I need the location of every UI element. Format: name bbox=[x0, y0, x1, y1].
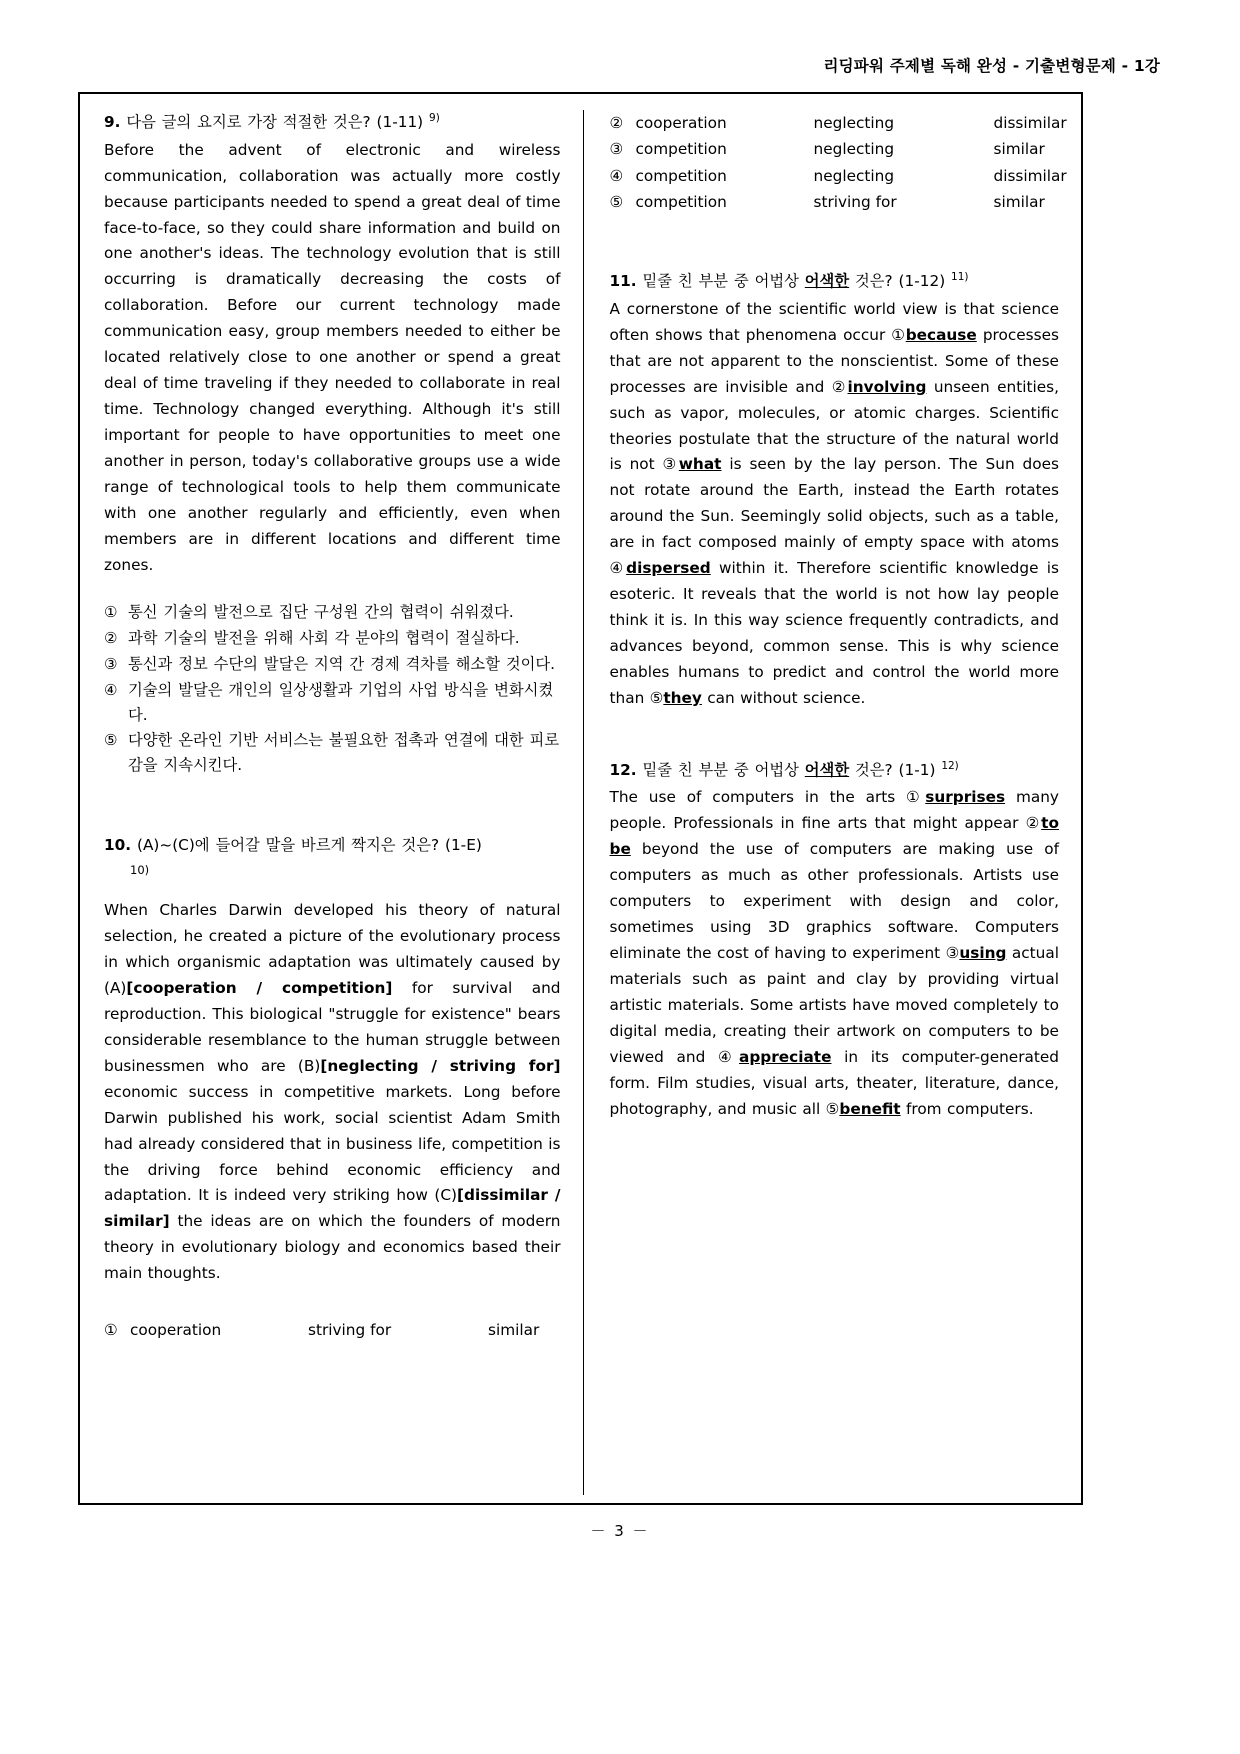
question-9-choice-5[interactable] bbox=[104, 728, 561, 778]
question-9-number: 9. bbox=[104, 113, 121, 131]
q12-underlined-5[interactable]: benefit bbox=[839, 1099, 901, 1118]
answer-marker-1: ① bbox=[104, 1321, 118, 1340]
spacer-before-q10-answers bbox=[104, 1287, 561, 1317]
question-10-answer-row-2[interactable] bbox=[609, 110, 1067, 136]
q10-blank-b: [neglecting / striving for] bbox=[320, 1056, 561, 1075]
question-11-prompt-emphasis: 어색한 bbox=[804, 272, 850, 291]
answer-3-col-c: similar bbox=[993, 140, 1045, 159]
left-column bbox=[78, 110, 583, 1495]
q11-seg-6: can without science. bbox=[701, 688, 866, 707]
q12-seg-3: beyond the use of computers are making use of computers as much as other professionals. Artists use computers to experiment with design and color, sometimes using 3D graphics software. Computers eliminate the cost of having to experiment bbox=[609, 840, 1059, 962]
question-10-prompt: (A)~(C)에 들어갈 말을 바르게 짝지은 것은? (1-E) bbox=[131, 835, 482, 854]
choice-text-1: 통신 기술의 발전으로 집단 구성원 간의 협력이 쉬워졌다. bbox=[128, 603, 514, 622]
answer-3-col-a: competition bbox=[635, 140, 727, 159]
q12-seg-6: from computers. bbox=[900, 1099, 1034, 1118]
question-11-prompt-b: 것은? (1-12) bbox=[849, 272, 952, 291]
choice-marker-3: ③ bbox=[104, 654, 118, 673]
q12-seg-2: many people. Professionals in fine arts that might appear bbox=[609, 788, 1059, 833]
answer-3-col-b: neglecting bbox=[813, 140, 895, 159]
right-column bbox=[583, 110, 1083, 1495]
q12-underlined-4[interactable]: appreciate bbox=[739, 1047, 832, 1066]
question-9-passage: Before the advent of electronic and wireless communication, collaboration was actually more costly because participants needed to spend a great deal of time face-to-face, so they could share information and build on one another's ideas. The technology evolution that is still occurring is dramatically decreasing the costs of collaboration. Before our current technology made communication easy, group members needed to either be located relatively close to one another or spend a great deal of time traveling if they needed to collaborate in real time. Technology changed everything. Although it's still important for people to have opportunities to meet one another in person, today's collaborative groups use a wide range of technological tools to help them communicate with one another regularly and efficiently, even when members are in different locations and different time zones. bbox=[104, 140, 561, 574]
question-11-prompt-a: 밑줄 친 부분 중 어법상 bbox=[636, 272, 805, 291]
q11-underlined-2[interactable]: involving bbox=[847, 377, 927, 396]
question-9-footnote: 9) bbox=[429, 111, 440, 124]
q10-passage-seg-2: for survival and reproduction. This biological "struggle for existence" bears considerable resemblance to the human struggle between businessmen who are (B) bbox=[104, 979, 561, 1075]
q10-blank-a: [cooperation / competition] bbox=[126, 979, 393, 998]
question-9-choice-list bbox=[104, 600, 561, 777]
spacer-after-q9 bbox=[104, 779, 561, 833]
question-10-footnote-line bbox=[104, 857, 561, 882]
q11-underlined-1[interactable]: because bbox=[905, 325, 977, 344]
q12-underlined-3[interactable]: using bbox=[959, 944, 1007, 962]
q12-underline-marker-1: ① bbox=[906, 788, 926, 807]
q11-underlined-5[interactable]: they bbox=[663, 688, 702, 707]
question-10-heading bbox=[104, 833, 561, 858]
q11-underline-marker-3: ③ bbox=[662, 455, 679, 474]
question-10-passage bbox=[104, 898, 561, 1287]
q11-underline-marker-1: ① bbox=[891, 325, 906, 344]
page-header-title: 리딩파워 주제별 독해 완성 - 기출변형문제 - 1강 bbox=[823, 57, 1160, 75]
q12-seg-5: in its computer-generated form. Film studies, visual arts, theater, literature, dance, photography, and music all bbox=[609, 1047, 1059, 1118]
q11-underline-marker-4: ④ bbox=[609, 559, 627, 578]
question-11-passage bbox=[610, 297, 1059, 712]
answer-1-col-c: similar bbox=[488, 1321, 540, 1340]
two-column-layout bbox=[78, 92, 1083, 1505]
choice-text-5: 다양한 온라인 기반 서비스는 불필요한 접촉과 연결에 대한 피로감을 지속시킨다. bbox=[128, 731, 560, 775]
question-10-number: 10. bbox=[104, 835, 132, 854]
q12-seg-1: The use of computers in the arts bbox=[609, 788, 907, 807]
choice-text-3: 통신과 정보 수단의 발달은 지역 간 경제 격차를 해소할 것이다. bbox=[128, 654, 556, 673]
q12-underline-marker-3: ③ bbox=[945, 944, 960, 962]
question-12-number: 12. bbox=[609, 760, 637, 779]
answer-2-col-a: cooperation bbox=[635, 114, 727, 132]
question-10-footnote: 10) bbox=[130, 862, 150, 877]
q10-blank-c: [dissimilar / similar] bbox=[104, 1186, 561, 1231]
q10-passage-seg-1: When Charles Darwin developed his theory of natural selection, he created a picture of the evolutionary process in which organismic adaptation was ultimately caused by (A) bbox=[104, 901, 561, 998]
question-11-heading bbox=[610, 269, 1059, 294]
choice-text-2: 과학 기술의 발전을 위해 사회 각 분야의 협력이 절실하다. bbox=[128, 629, 520, 648]
question-10-answer-row-3[interactable] bbox=[610, 136, 1059, 162]
q11-seg-2: processes that are not apparent to the nonscientist. Some of these processes are invisible and bbox=[609, 325, 1059, 396]
q12-underline-marker-5: ⑤ bbox=[825, 1099, 840, 1118]
page-number-footer: － 3 － bbox=[590, 1522, 650, 1540]
answer-5-col-a: competition bbox=[635, 192, 727, 211]
question-9-choice-1[interactable] bbox=[104, 600, 561, 625]
q11-underline-marker-2: ② bbox=[831, 377, 848, 396]
q11-seg-4: is seen by the lay person. The Sun does not rotate around the Earth, instead the Earth rotates around the Sun. Seemingly solid objects, such as a table, are in fact composed mainly of empty space with atoms bbox=[609, 455, 1059, 552]
question-12-footnote: 12) bbox=[941, 759, 959, 772]
q12-underlined-1[interactable]: surprises bbox=[925, 788, 1006, 807]
answer-2-col-c: dissimilar bbox=[993, 114, 1067, 132]
q10-passage-seg-3: economic success in competitive markets. Long before Darwin published his work, social scientist Adam Smith had already considered that in business life, competition is the driving force behind economic efficiency and adaptation. It is indeed very striking how (C) bbox=[104, 1082, 561, 1205]
answer-1-col-b: striving for bbox=[308, 1321, 392, 1340]
answer-1-col-a: cooperation bbox=[130, 1321, 222, 1340]
question-11-footnote: 11) bbox=[951, 271, 969, 284]
q11-seg-5: within it. Therefore scientific knowledge is esoteric. It reveals that the world is not how lay people think it is. In this way science frequently contradicts, and advances beyond, common sense. This is why science enables humans to predict and control the world more than bbox=[609, 559, 1059, 707]
choice-marker-1: ① bbox=[104, 603, 118, 622]
spacer-q10-heading bbox=[104, 884, 561, 898]
question-10-answer-row-4[interactable] bbox=[609, 163, 1067, 189]
q12-underline-marker-4: ④ bbox=[717, 1047, 740, 1066]
answer-marker-2: ② bbox=[609, 114, 624, 132]
spacer-before-q11 bbox=[610, 215, 1059, 269]
answer-4-col-b: neglecting bbox=[813, 166, 895, 185]
q11-underlined-3[interactable]: what bbox=[678, 455, 722, 474]
answer-marker-5: ⑤ bbox=[609, 192, 624, 211]
answer-4-col-c: dissimilar bbox=[993, 166, 1067, 185]
q11-underlined-4[interactable]: dispersed bbox=[626, 559, 711, 578]
question-12-prompt-a: 밑줄 친 부분 중 어법상 bbox=[636, 760, 805, 779]
question-12-heading bbox=[610, 758, 1059, 783]
choice-marker-4: ④ bbox=[104, 680, 118, 699]
answer-2-col-b: neglecting bbox=[813, 114, 895, 132]
q11-seg-1: A cornerstone of the scientific world view is that science often shows that phenomena occur bbox=[609, 299, 1059, 344]
q10-passage-seg-4: the ideas are on which the founders of modern theory in evolutionary biology and economics based their main thoughts. bbox=[104, 1212, 561, 1283]
answer-4-col-a: competition bbox=[635, 166, 727, 185]
q12-underline-marker-2: ② bbox=[1025, 814, 1042, 833]
question-9-prompt: 다음 글의 요지로 가장 적절한 것은? (1-11) bbox=[120, 113, 430, 131]
q12-seg-4: actual materials such as paint and clay by providing virtual artistic materials. Some artists have moved completely to digital media, creating their artwork on computers to be viewed and bbox=[609, 944, 1059, 1066]
answer-marker-3: ③ bbox=[609, 140, 624, 159]
answer-marker-4: ④ bbox=[609, 166, 624, 185]
question-9-choice-2[interactable] bbox=[104, 626, 561, 651]
question-12-prompt-emphasis: 어색한 bbox=[804, 760, 850, 779]
question-12-passage bbox=[610, 785, 1059, 1122]
answer-5-col-b: striving for bbox=[813, 192, 897, 211]
spacer-before-q12 bbox=[610, 712, 1059, 758]
choice-text-4: 기술의 발달은 개인의 일상생활과 기업의 사업 방식을 변화시켰다. bbox=[128, 680, 554, 724]
question-9-choice-4[interactable] bbox=[104, 678, 561, 728]
question-10-answer-row-5[interactable] bbox=[610, 189, 1059, 215]
question-10-answer-row-1[interactable] bbox=[104, 1317, 561, 1343]
question-11-number: 11. bbox=[609, 272, 637, 291]
question-12-prompt-b: 것은? (1-1) bbox=[849, 760, 942, 779]
choice-marker-5: ⑤ bbox=[104, 731, 118, 750]
q11-underline-marker-5: ⑤ bbox=[649, 688, 664, 707]
answer-5-col-c: similar bbox=[993, 192, 1045, 211]
question-9-choice-3[interactable] bbox=[104, 652, 561, 677]
q11-seg-3: unseen entities, such as vapor, molecules, or atomic charges. Scientific theories postulate that the structure of the natural world is not bbox=[609, 377, 1059, 474]
question-9-heading bbox=[104, 110, 561, 135]
q12-underlined-2[interactable]: to be bbox=[609, 814, 1059, 859]
choice-marker-2: ② bbox=[104, 629, 118, 648]
